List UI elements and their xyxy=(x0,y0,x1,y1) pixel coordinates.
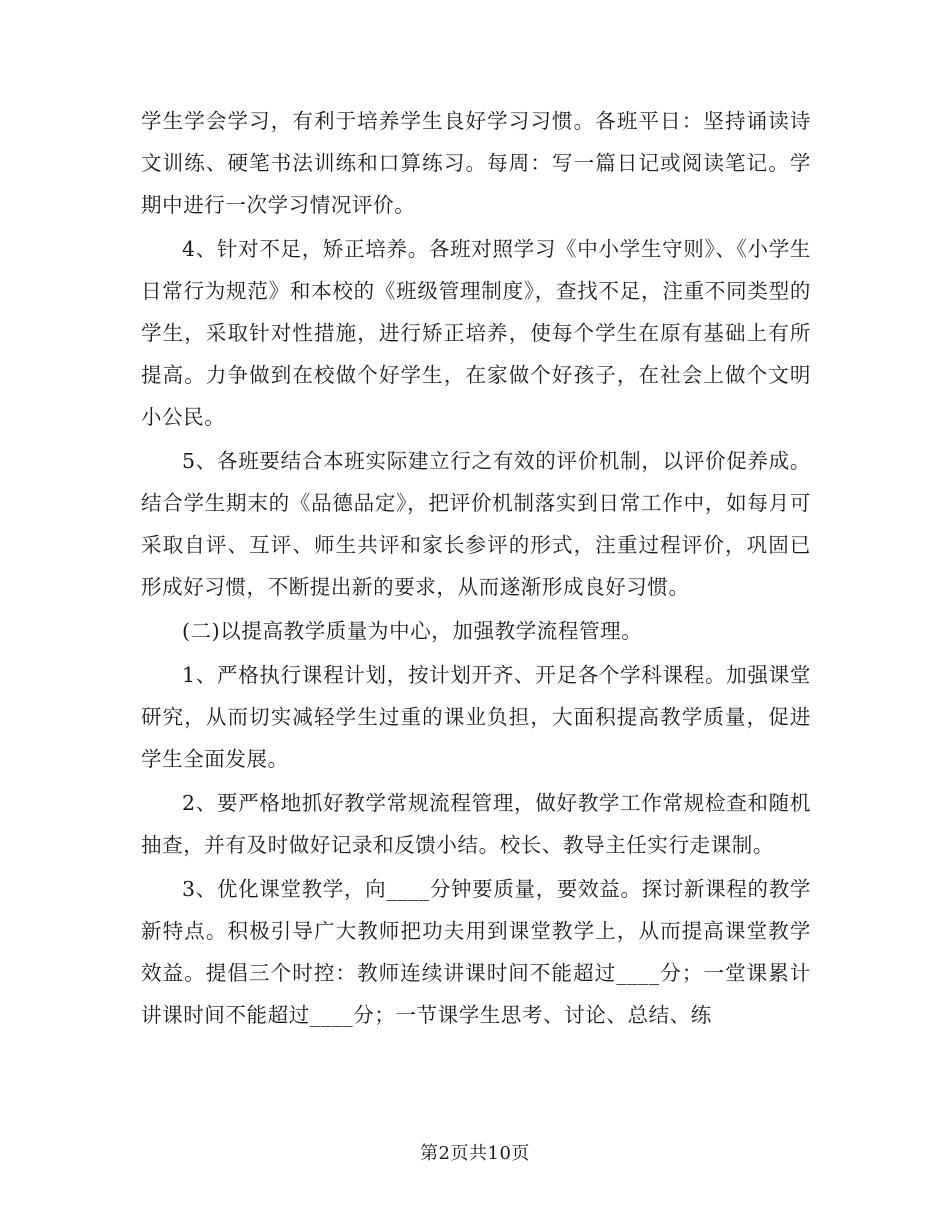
paragraph-item-2: 2、要严格地抓好教学常规流程管理，做好教学工作常规检查和随机抽查，并有及时做好记录和反馈小结。校长、教导主任实行走课制。 xyxy=(141,791,811,857)
paragraph-item-4: 4、针对不足，矫正培养。各班对照学习《中小学生守则》、《小学生日常行为规范》和本校的《班级管理制度》，查找不足，注重不同类型的学生，采取针对性措施，进行矫正培养，使每个学生在原有基础上有所提高。力争做到在校做个好学生，在家做个好孩子，在社会上做个文明小公民。 xyxy=(141,237,811,429)
paragraph-item-5: 5、各班要结合本班实际建立行之有效的评价机制，以评价促养成。结合学生期末的《品德品定》，把评价机制落实到日常工作中，如每月可采取自评、互评、师生共评和家长参评的形式，注重过程评价，巩固已形成好习惯，不断提出新的要求，从而遂渐形成良好习惯。 xyxy=(141,449,811,599)
document-body xyxy=(141,100,811,1038)
paragraph-item-3: 3、优化课堂教学，向____分钟要质量，要效益。探讨新课程的教学新特点。积极引导广大教师把功夫用到课堂教学上，从而提高课堂教学效益。提倡三个时控：教师连续讲课时间不能超过____分；一堂课累计讲课时间不能超过____分；一节课学生思考、讨论、总结、练 xyxy=(141,877,811,1027)
paragraph-item-1: 1、严格执行课程计划，按计划开齐、开足各个学科课程。加强课堂研究，从而切实减轻学生过重的课业负担，大面积提高教学质量，促进学生全面发展。 xyxy=(141,663,811,771)
paragraph-continuation: 学生学会学习，有利于培养学生良好学习习惯。各班平日：坚持诵读诗文训练、硬笔书法训练和口算练习。每周：写一篇日记或阅读笔记。学期中进行一次学习情况评价。 xyxy=(141,109,811,217)
page-number-footer: 第2页共10页 xyxy=(420,1143,530,1164)
section-heading-2: (二)以提高教学质量为中心，加强教学流程管理。 xyxy=(182,619,643,643)
